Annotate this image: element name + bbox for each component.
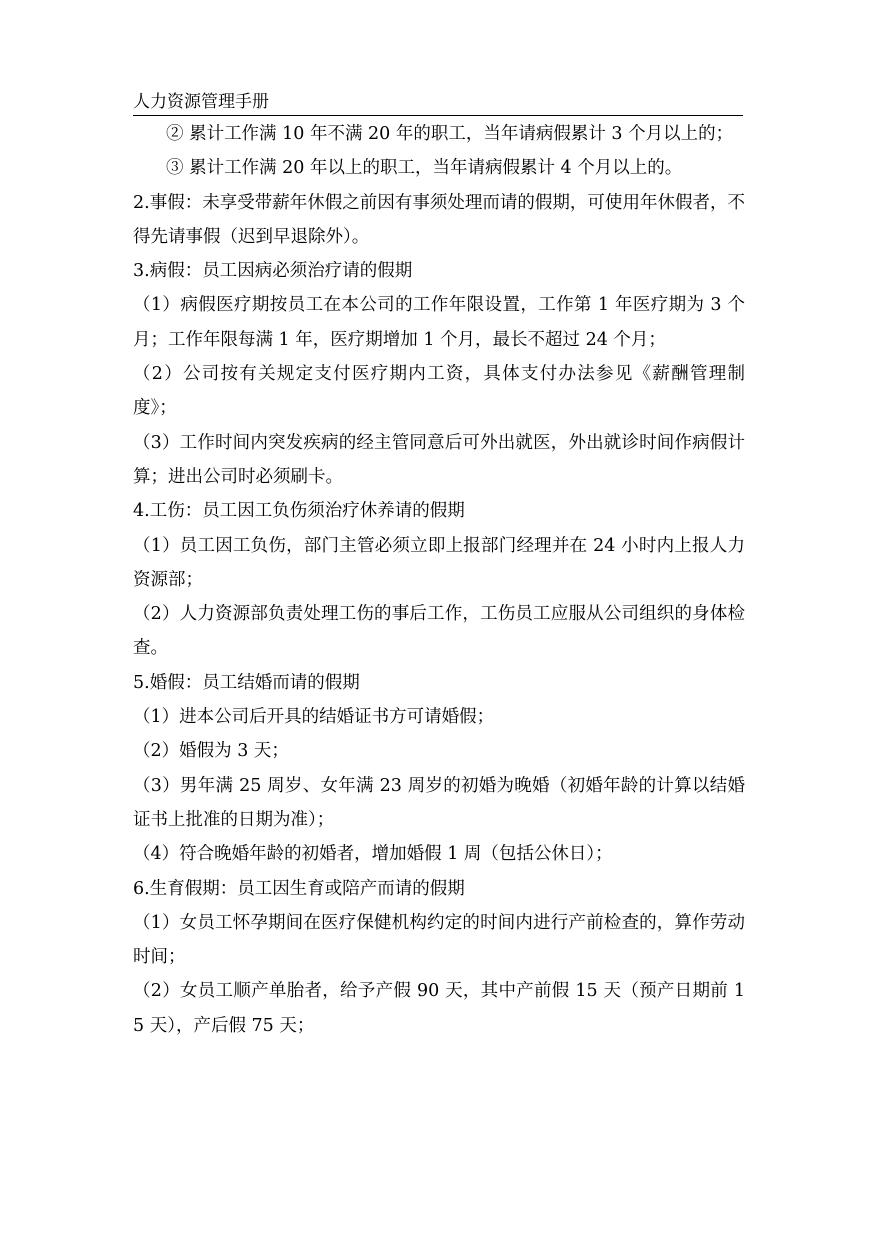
work-injury-item-1: （1）员工因工负伤，部门主管必须立即上报部门经理并在 24 小时内上报人力资源部； (133, 535, 745, 590)
list-item-circled-3: ③ 累计工作满 20 年以上的职工，当年请病假累计 4 个月以上的。 (166, 158, 683, 179)
marriage-leave-item-1: （1）进本公司后开具的结婚证书方可请婚假； (133, 707, 495, 728)
marriage-leave-item-2: （2）婚假为 3 天； (133, 741, 289, 762)
sick-leave-item-2: （2）公司按有关规定支付医疗期内工资，具体支付办法参见《薪酬管理制度》； (133, 364, 745, 419)
maternity-leave-item-1: （1）女员工怀孕期间在医疗保健机构约定的时间内进行产前检查的，算作劳动时间； (133, 912, 745, 968)
sick-leave-item-3: （3）工作时间内突发疾病的经主管同意后可外出就医，外出就诊时间作病假计算；进出公司时必须刷卡。 (133, 432, 745, 487)
list-item-circled-2: ② 累计工作满 10 年不满 20 年的职工，当年请病假累计 3 个月以上的； (166, 124, 734, 144)
section-heading-marriage-leave: 5.婚假：员工结婚而请的假期 (133, 672, 360, 693)
sick-leave-item-1: （1）病假医疗期按员工在本公司的工作年限设置，工作第 1 年医疗期为 3 个月；工作年限每满 1 年，医疗期增加 1 个月，最长不超过 24 个月； (133, 295, 745, 350)
marriage-leave-item-4: （4）符合晚婚年龄的初婚者，增加婚假 1 周（包括公休日）； (133, 844, 613, 865)
section-heading-sick-leave: 3.病假：员工因病必须治疗请的假期 (133, 261, 413, 282)
marriage-leave-item-3: （3）男年满 25 周岁、女年满 23 周岁的初婚为晚婚（初婚年龄的计算以结婚证书上批准的日期为准）； (133, 775, 745, 830)
page-header-title: 人力资源管理手册 (133, 90, 743, 116)
section-heading-maternity-leave: 6.生育假期：员工因生育或陪产而请的假期 (133, 878, 465, 899)
maternity-leave-item-2: （2）女员工顺产单胎者，给予产假 90 天，其中产前假 15 天（预产日期前 15 天），产后假 75 天； (133, 981, 745, 1036)
section-heading-work-injury: 4.工伤：员工因工负伤须治疗休养请的假期 (133, 501, 465, 522)
work-injury-item-2: （2）人力资源部负责处理工伤的事后工作，工伤员工应服从公司组织的身体检查。 (133, 604, 745, 659)
document-body (133, 117, 745, 1043)
section-personal-leave: 2.事假：未享受带薪年休假之前因有事须处理而请的假期，可使用年休假者，不得先请事假（迟到早退除外）。 (133, 192, 745, 247)
